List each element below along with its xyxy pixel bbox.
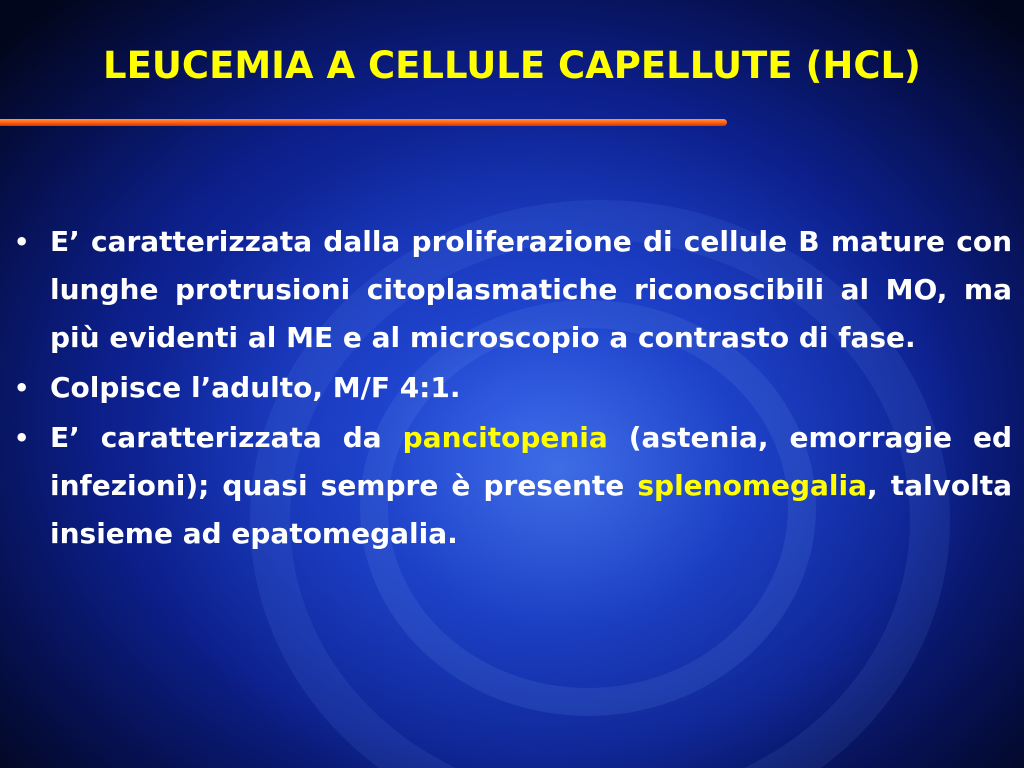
- slide-title: LEUCEMIA A CELLULE CAPELLUTE (HCL): [103, 44, 921, 87]
- bullet-list: [14, 218, 1012, 558]
- highlighted-term: splenomegalia: [637, 469, 868, 502]
- bullet-text: Colpisce l’adulto, M/F 4:1.: [50, 371, 461, 404]
- bullet-text-segment: (astenia, emorragie ed infezioni); quasi sempre è presente: [50, 421, 1013, 502]
- bullet-dot: •: [14, 374, 30, 402]
- highlighted-term: pancitopenia: [402, 421, 608, 454]
- bullet-item: [14, 364, 1012, 412]
- bullet-item: [14, 414, 1012, 558]
- bullet-text: E’ caratterizzata dalla proliferazione di cellule B mature con lunghe protrusioni citoplasmatiche riconoscibili al MO, ma più evidenti al ME e al microscopio a contrasto di fase.: [50, 225, 1012, 354]
- bullet-item: [14, 218, 1012, 362]
- bullet-text-segment: , talvolta insieme ad epatomegalia.: [50, 469, 1012, 550]
- bullet-dot: •: [14, 424, 30, 452]
- bullet-text-segment: E’ caratterizzata da: [50, 421, 403, 454]
- bullet-dot: •: [14, 228, 30, 256]
- title-underline: [0, 119, 727, 126]
